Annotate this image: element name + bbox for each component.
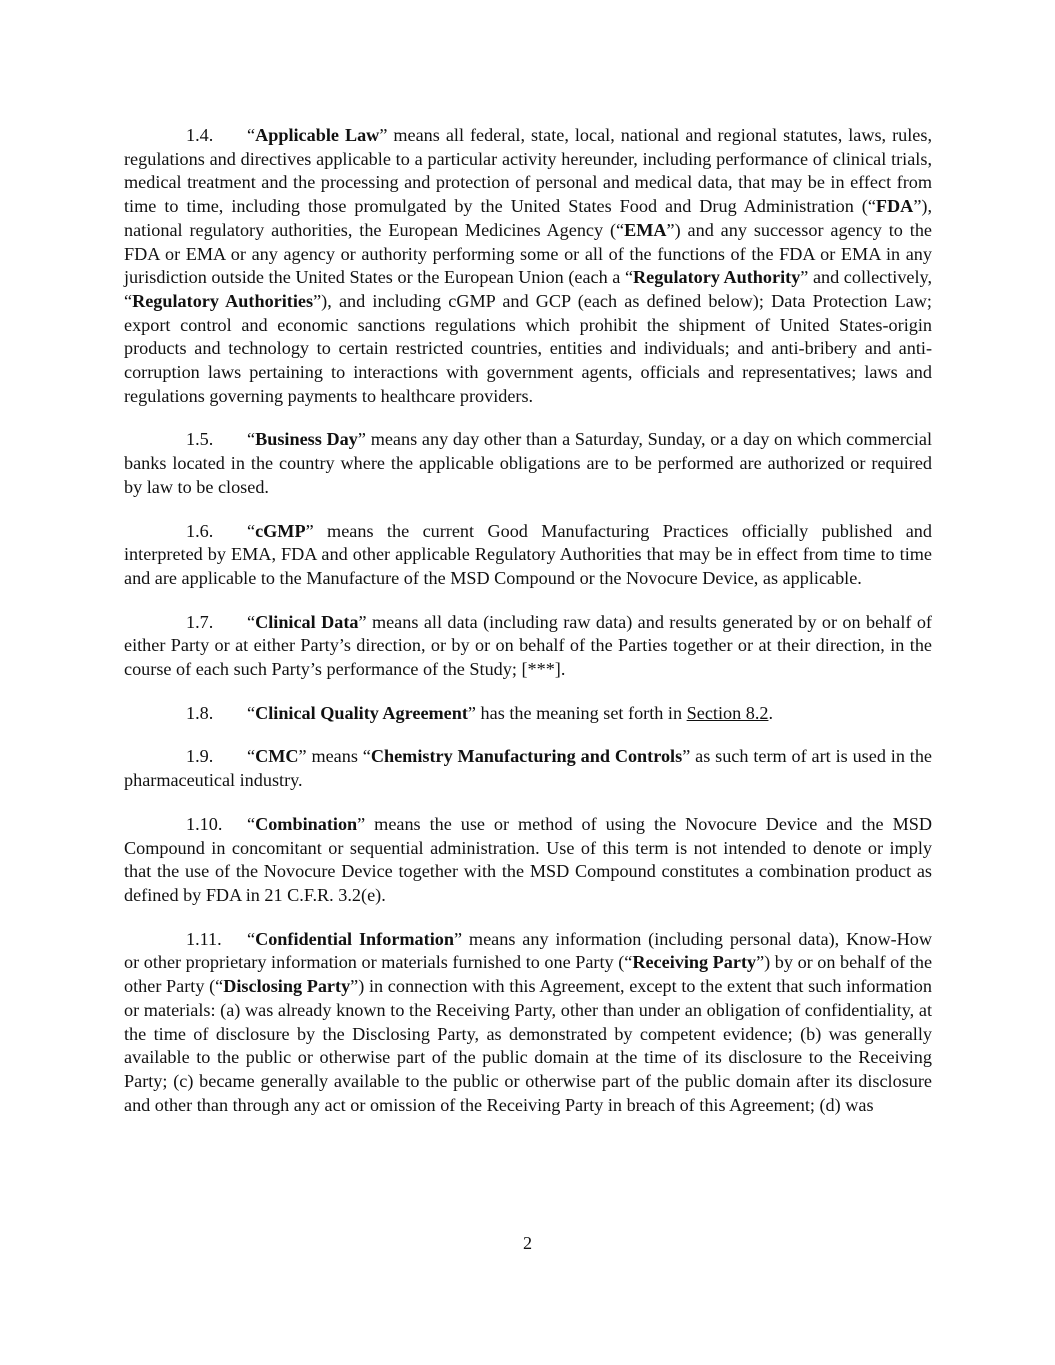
body-text: ”), and including cGMP and GCP (each as defined below); Data Protection Law; export control and economic sanctions regulations which prohibit the shipment of United States-origin products and technology to certain restricted countries, entities and individuals; and anti-bribery and anti-corruption laws pertaining to interactions with government agents, officials and representatives; laws and regulations governing payments to healthcare providers. [124,290,932,406]
defined-term: CMC [255,746,299,767]
body-text: ” means all federal, state, local, national and regional statutes, laws, rules, regulations and directives applicable to a particular activity hereunder, including performance of clinical trials, medical treatment and the processing and protection of personal and medical data, that may be in effect from time to time, including those promulgated by the United States Food and Drug Administration (“ [124,125,932,217]
body-text: ” and collectively, “ [124,267,933,311]
body-text: ” means any information (including personal data), Know-How or other proprietary information or materials furnished to one Party (“ [124,928,932,973]
section-number: 1.10. [186,813,223,834]
section-number: 1.4. [186,125,214,145]
section-1-8 [124,702,932,726]
body-text: “ [247,125,256,145]
body-text: ”), national regulatory authorities, the European Medicines Agency (“ [124,196,932,240]
page-number: 2 [522,1233,533,1253]
section-number: 1.7. [186,611,214,632]
body-text: “ [247,813,256,834]
section-number: 1.5. [186,429,214,450]
body-text: ” means the current Good Manufacturing Practices officially published and interpreted by EMA, FDA and other applicable Regulatory Authorities that may be in effect from time to time and are applicable to the Manufacture of the MSD Compound or the Novocure Device, as applicable. [124,520,932,588]
section-number: 1.9. [186,746,214,767]
body-text: “ [247,746,256,767]
defined-term: EMA [624,219,667,240]
defined-term: Combination [255,813,358,834]
document-page [124,124,932,1117]
section-number: 1.11. [186,928,222,949]
section-1-5 [124,428,932,499]
section-1-11 [124,928,932,1118]
body-text: “ [247,429,256,450]
defined-term: Receiving Party [632,952,757,973]
defined-term: Clinical Quality Agreement [255,702,468,723]
body-text: ” means any day other than a Saturday, Sunday, or a day on which commercial banks located in the country where the applicable obligations are to be performed are authorized or required by law to be closed. [124,429,932,497]
body-text: ”) and any successor agency to the FDA or EMA or any agency or authority performing some or all of the functions of the FDA or EMA in any jurisdiction outside the United States or the European Union (each a “ [124,219,932,288]
defined-term: Regulatory Authorities [132,290,314,311]
body-text: ”) in connection with this Agreement, except to the extent that such information or materials: (a) was already known to the Receiving Party, other than under an obligation of confidentiality, at the time of disclosure by the Disclosing Party, as demonstrated by competent evidence; (b) was generally available to the public or otherwise part of the public domain at the time of its disclosure to the Receiving Party; (c) became generally available to the public or otherwise part of the public domain after its disclosure and other than through any act or omission of the Receiving Party in breach of this Agreement; (d) was [124,976,932,1115]
defined-term: Applicable Law [255,125,380,145]
section-number: 1.8. [186,702,214,723]
body-text: “ [247,702,256,723]
section-1-9 [124,745,932,792]
body-text: ” means the use or method of using the Novocure Device and the MSD Compound in concomitant or sequential administration. Use of this term is not intended to denote or imply that the use of the Novocure Device together with the MSD Compound constitutes a combination product as defined by FDA in 21 C.F.R. 3.2(e). [124,813,932,905]
body-text: . [768,702,774,723]
body-text: “ [247,928,256,949]
body-text: ” has the meaning set forth in [467,702,687,723]
section-1-10 [124,813,932,908]
defined-term: Disclosing Party [223,976,351,997]
section-cross-reference-link[interactable]: Section 8.2 [686,702,769,723]
section-1-4 [124,124,932,408]
body-text: “ [247,520,256,541]
body-text: ” means all data (including raw data) and results generated by or on behalf of either Party or at either Party’s direction, or by or on behalf of the Parties together or at their direction, in the course of each such Party’s performance of the Study; [***]. [124,611,932,680]
defined-term: Chemistry Manufacturing and Controls [370,746,683,767]
defined-term: cGMP [255,520,306,541]
section-number: 1.6. [186,520,214,541]
defined-term: Confidential Information [255,928,454,949]
defined-term: Business Day [255,429,358,450]
defined-term: FDA [875,196,914,217]
section-1-7 [124,611,932,682]
body-text: “ [247,611,256,632]
body-text: ” as such term of art is used in the pharmaceutical industry. [124,746,932,791]
defined-term: Clinical Data [255,611,359,632]
body-text: ” means “ [298,746,371,767]
section-1-6 [124,520,932,591]
body-text: ”) by or on behalf of the other Party (“ [124,952,933,997]
defined-term: Regulatory Authority [633,267,801,288]
